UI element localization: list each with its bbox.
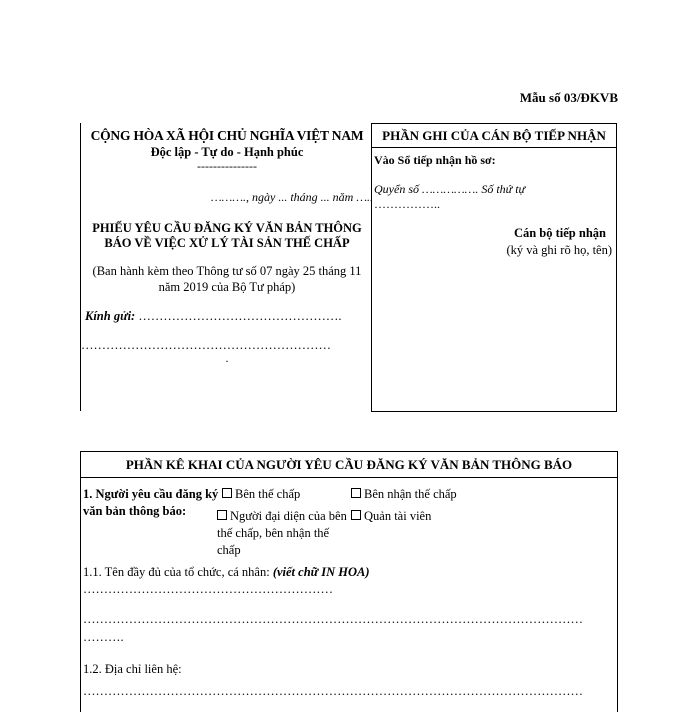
date-line: ………., ngày ... tháng ... năm …..	[210, 190, 373, 204]
option-administrator-label: Quản tài viên	[364, 509, 432, 523]
declaration-title: PHẦN KÊ KHAI CỦA NGƯỜI YÊU CẦU ĐĂNG KÝ VĂN BẢN THÔNG BÁO	[81, 452, 617, 478]
receiver-box-title: PHẦN GHI CỦA CÁN BỘ TIẾP NHẬN	[372, 124, 616, 148]
fullname-note: (viết chữ IN HOA)	[272, 565, 370, 579]
option-mortgagor[interactable]	[222, 486, 300, 503]
option-mortgagor-label: Bên thế chấp	[235, 487, 301, 501]
document-issue-note: (Ban hành kèm theo Thông tư số 07 ngày 25 tháng 11 năm 2019 của Bộ Tư pháp)	[92, 264, 362, 294]
fullname-question	[83, 565, 370, 580]
fullname-dots-3[interactable]: ……….	[83, 630, 124, 644]
recipient-dots: ………………………………………….	[135, 309, 342, 323]
nation-title: CỘNG HÒA XÃ HỘI CHỦ NGHĨA VIỆT NAM	[90, 128, 364, 143]
checkbox-mortgagee[interactable]	[351, 488, 361, 498]
officer-sign-note: (ký và ghi rõ họ, tên)	[506, 243, 612, 257]
declaration-section	[80, 451, 618, 712]
option-administrator[interactable]	[351, 508, 431, 525]
recipient-line	[81, 309, 373, 324]
address-label: 1.2. Địa chỉ liên hệ:	[83, 662, 182, 676]
header-left-column	[80, 123, 373, 411]
book-number-dots: ……………..	[374, 197, 440, 211]
fullname-dots-1[interactable]: ……………………………………………………	[83, 582, 333, 596]
officer-label: Cán bộ tiếp nhận	[513, 226, 606, 240]
fullname-dots-2[interactable]: …………………………………………………………………………………………………………	[83, 612, 583, 626]
fullname-label: 1.1. Tên đầy đủ của tổ chức, cá nhân:	[83, 565, 273, 579]
document-title: PHIẾU YÊU CẦU ĐĂNG KÝ VĂN BẢN THÔNG BÁO VỀ VIỆC XỬ LÝ TÀI SẢN THẾ CHẤP	[92, 221, 362, 250]
entry-label: Vào Sổ tiếp nhận hồ sơ:	[374, 153, 496, 167]
option-mortgagee-label: Bên nhận thế chấp	[364, 487, 457, 501]
recipient-dots-line: ……………………………………………………	[81, 338, 331, 352]
form-code: Mẫu số 03/ĐKVB	[519, 90, 618, 105]
trailing-dot: .	[225, 351, 229, 365]
motto-separator: ---------------	[197, 159, 257, 173]
recipient-label: Kính gửi:	[85, 309, 136, 323]
checkbox-mortgagor[interactable]	[222, 488, 232, 498]
book-number-line: Quyển số ……………. Số thứ tự	[374, 182, 526, 196]
checkbox-administrator[interactable]	[351, 510, 361, 520]
national-motto: Độc lập - Tự do - Hạnh phúc	[150, 145, 304, 159]
option-mortgagee[interactable]	[351, 486, 457, 503]
requester-label: 1. Người yêu cầu đăng ký văn bản thông báo:	[83, 487, 219, 518]
option-representative-label: Người đại diện của bên thế chấp, bên nhận thế chấp	[217, 509, 347, 557]
address-dots[interactable]: …………………………………………………………………………………………………………	[83, 684, 583, 698]
option-representative[interactable]	[217, 508, 351, 559]
receiver-box	[371, 123, 617, 412]
checkbox-representative[interactable]	[217, 510, 227, 520]
